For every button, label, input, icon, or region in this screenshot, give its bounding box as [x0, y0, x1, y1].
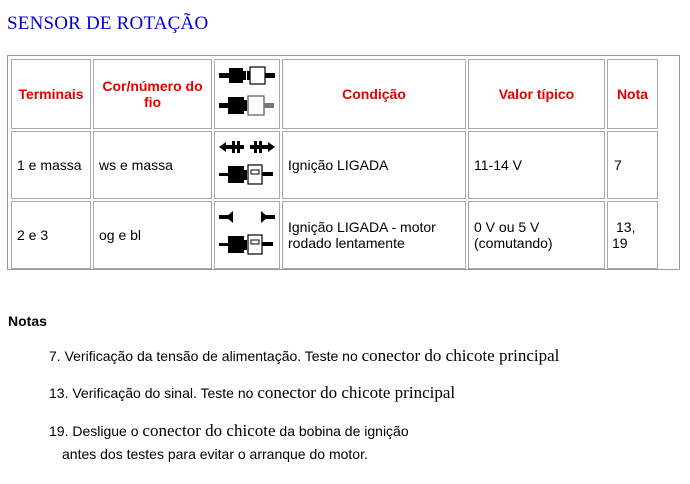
header-terminais: Terminais [11, 59, 91, 129]
cell-condicao: Ignição LIGADA [282, 131, 466, 199]
nota-line-1: 13, [616, 219, 636, 235]
table-header-row [11, 59, 658, 129]
note-19-text: 19. Desligue o [49, 423, 143, 439]
note-19-text-b: da bobina de ignição [275, 423, 409, 439]
condicao-line-1: Ignição LIGADA - motor [288, 219, 436, 235]
notes-heading: Notas [8, 313, 47, 329]
header-condicao: Condição [282, 59, 466, 129]
cell-cor: og e bl [93, 201, 212, 269]
cell-valor [468, 201, 605, 269]
cell-terminais: 2 e 3 [11, 201, 91, 269]
condicao-line-2: rodado lentamente [288, 235, 405, 251]
cell-icon [214, 131, 280, 199]
valor-line-1: 0 V ou 5 V [474, 219, 540, 235]
note-19-link[interactable]: conector do chicote [142, 421, 276, 440]
note-13 [49, 383, 455, 403]
connector-header-icon [216, 62, 278, 124]
sensor-table [7, 55, 680, 270]
note-13-link[interactable]: conector do chicote principal [257, 383, 456, 402]
sensor-table-grid [9, 57, 660, 271]
connector-probe-icon [216, 133, 278, 195]
nota-line-2: 19 [612, 235, 628, 251]
header-icon-cell [214, 59, 280, 129]
header-nota: Nota [607, 59, 658, 129]
connector-probe-icon [216, 203, 278, 265]
cell-icon [214, 201, 280, 269]
cell-valor: 11-14 V [468, 131, 605, 199]
cell-nota: 7 [607, 131, 658, 199]
cell-condicao [282, 201, 466, 269]
note-19-line-2: antes dos testes para evitar o arranque do motor. [62, 446, 368, 462]
note-19 [49, 421, 409, 441]
header-cor: Cor/número do fio [93, 59, 212, 129]
cell-cor: ws e massa [93, 131, 212, 199]
cell-nota [607, 201, 658, 269]
valor-line-2: (comutando) [474, 235, 553, 251]
cell-terminais: 1 e massa [11, 131, 91, 199]
table-row [11, 131, 658, 199]
header-valor: Valor típico [468, 59, 605, 129]
note-13-text: 13. Verificação do sinal. Teste no [49, 385, 258, 401]
table-row [11, 201, 658, 269]
page-title: SENSOR DE ROTAÇÃO [7, 13, 209, 34]
note-7 [49, 346, 559, 366]
note-7-link[interactable]: conector do chicote principal [361, 346, 560, 365]
note-7-text: 7. Verificação da tensão de alimentação. Teste no [49, 348, 362, 364]
